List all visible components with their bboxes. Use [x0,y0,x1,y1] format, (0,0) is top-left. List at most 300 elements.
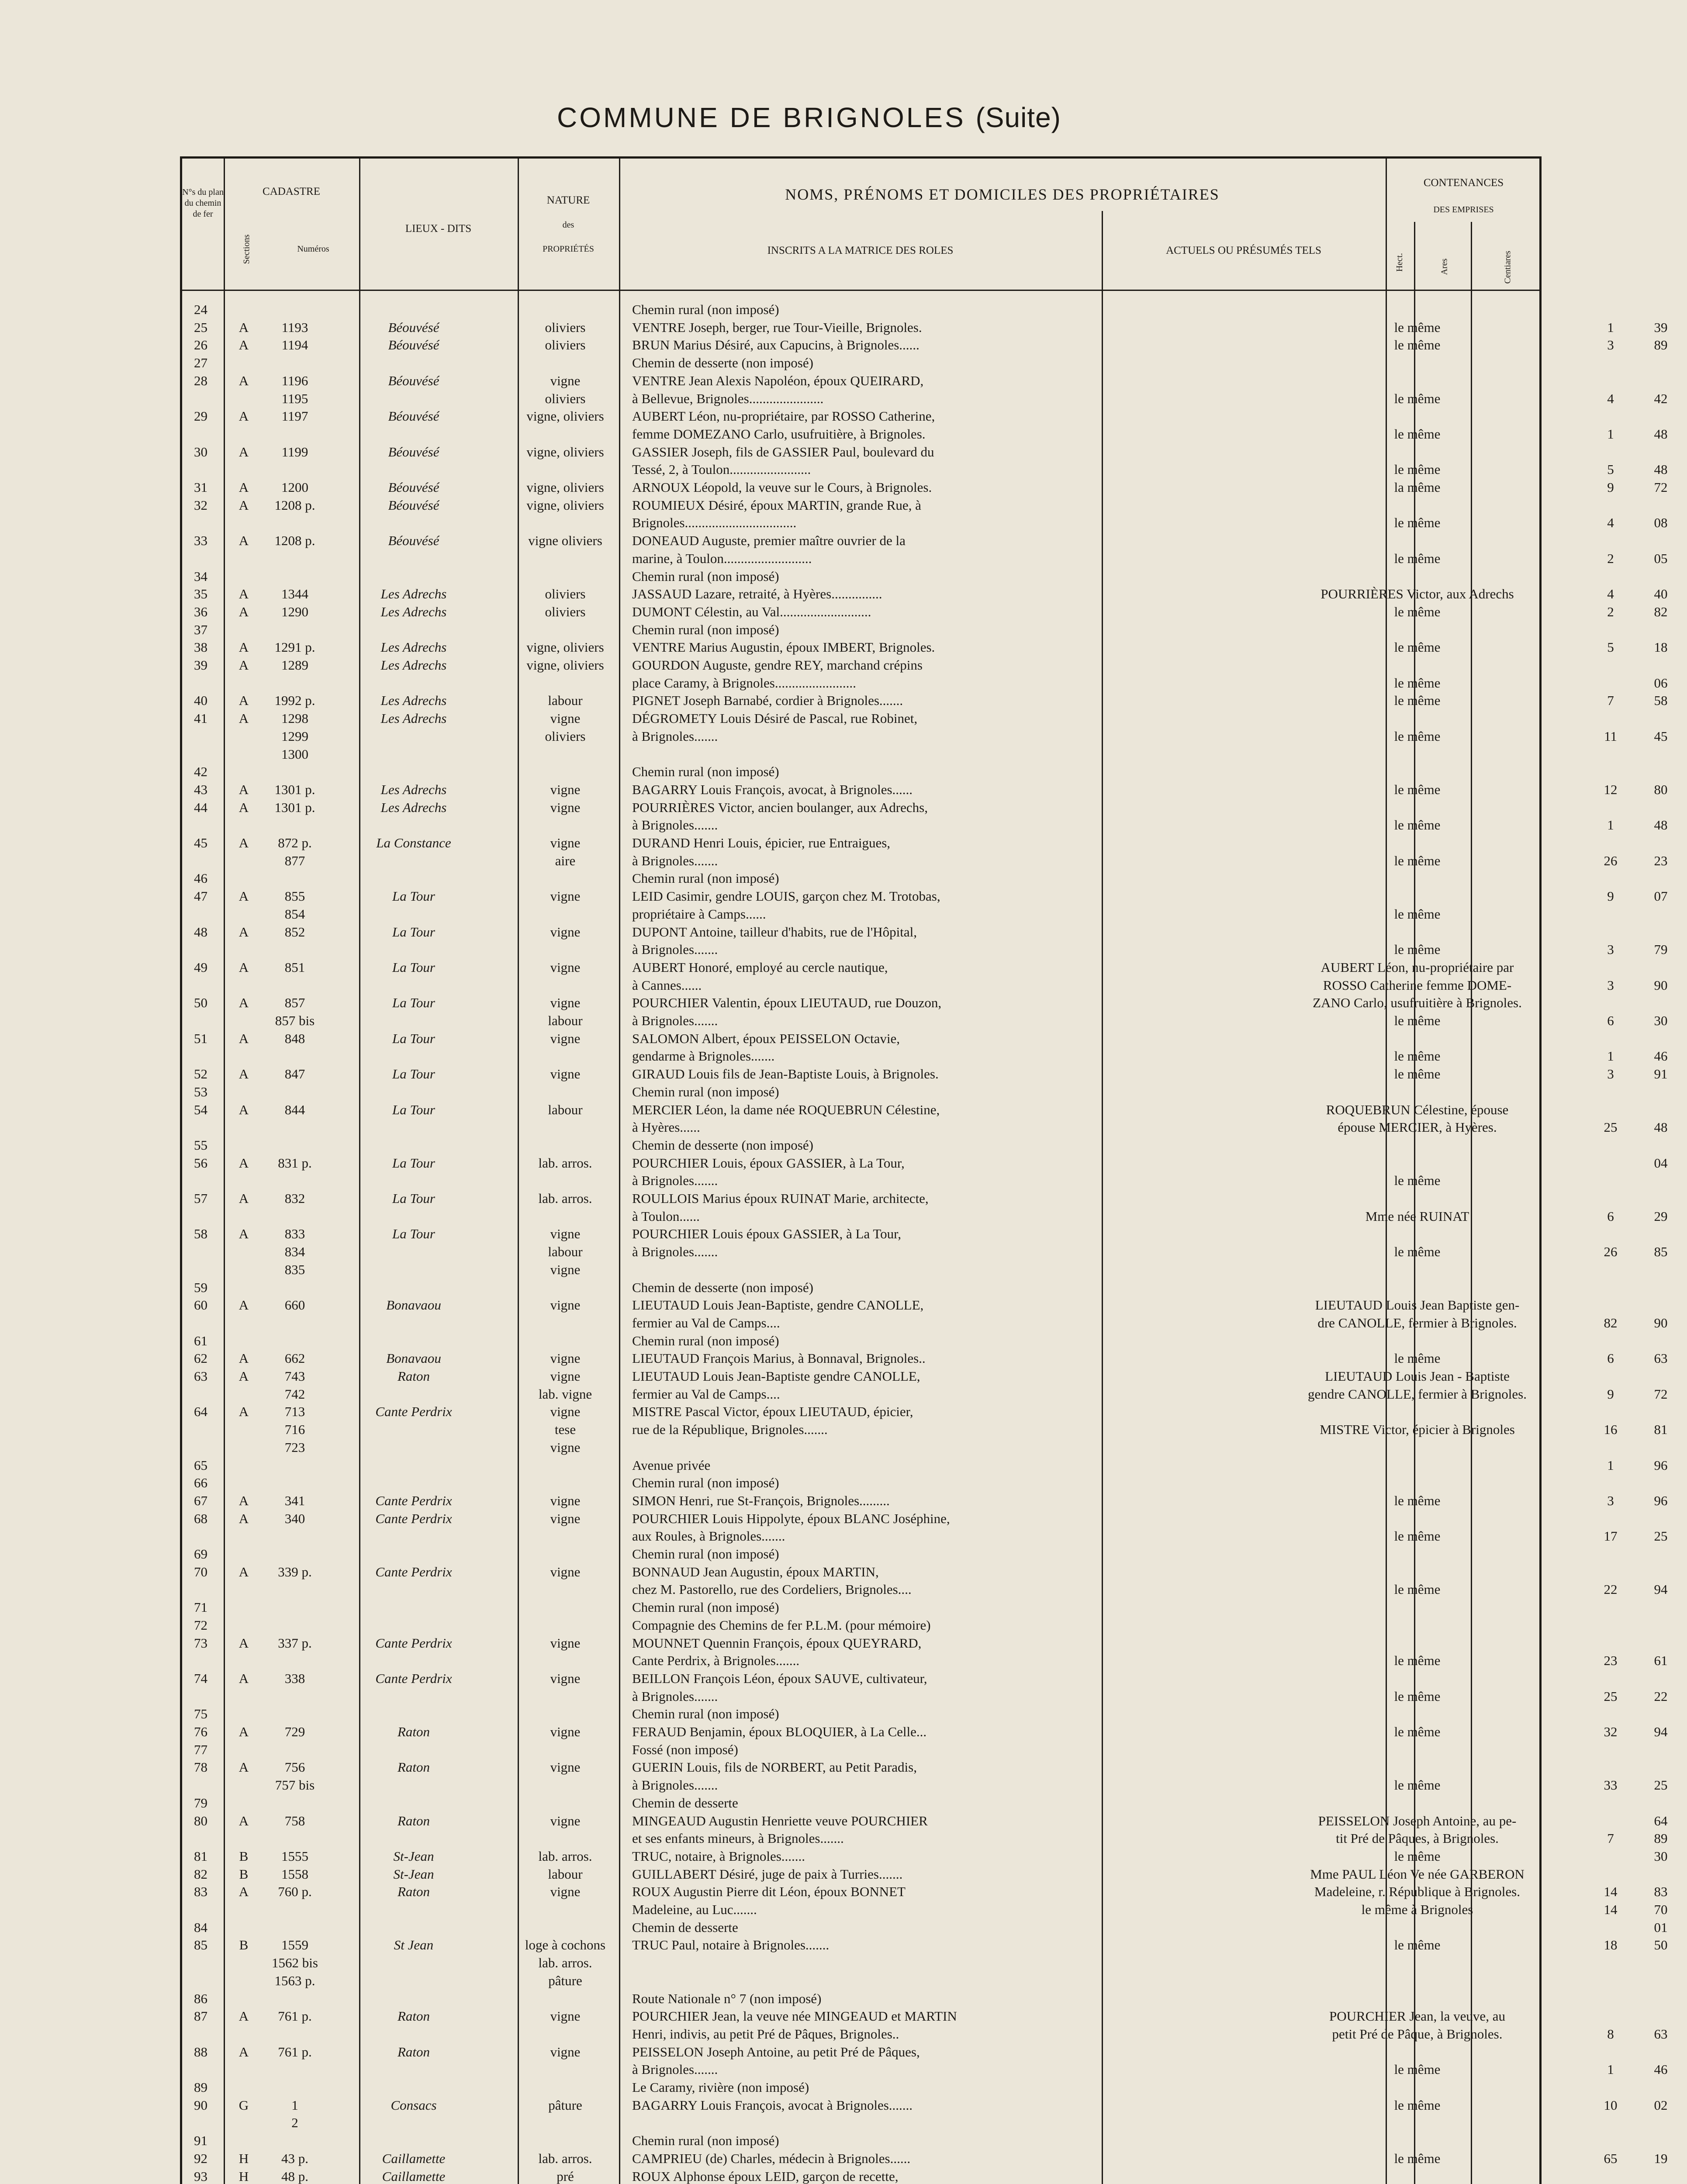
cadastre-number: 847 [284,1066,305,1082]
lieu-dit: Béouvésé [388,337,439,353]
plan-number: 48 [194,924,207,940]
lieu-dit: Raton [397,2008,430,2024]
owner-inscrit: à Brignoles....... [632,2062,718,2077]
owner-actuel: épouse MERCIER, à Hyères. [1338,1120,1497,1135]
plan-number: 43 [194,781,207,797]
ares-value: 9 [1607,888,1614,904]
nature: vigne [550,1510,581,1526]
centiares-value: 89 [1654,1831,1668,1846]
nature: vigne [550,1226,581,1242]
ares-value: 3 [1607,977,1614,993]
owner-inscrit: GOURDON Auguste, gendre REY, marchand crépins [632,657,923,673]
cadastre-number: 1208 p. [274,533,315,549]
section: A [239,444,249,460]
cadastre-number: 835 [284,1261,305,1277]
plan-number: 72 [194,1617,207,1633]
owner-inscrit: à Bellevue, Brignoles...................... [632,390,824,406]
owner-actuel: le même [1394,781,1441,797]
owner-actuel: le même [1394,604,1441,619]
centiares-value: 19 [1654,2150,1668,2166]
owner-inscrit: à Brignoles....... [632,728,718,744]
centiares-value: 83 [1654,1884,1668,1900]
owner-inscrit: marine, à Toulon.......................... [632,550,812,566]
nature: pâture [548,1973,582,1988]
owner-actuel: le même [1394,1848,1441,1864]
ares-value: 1 [1607,1457,1614,1473]
nature: vigne, oliviers [526,480,604,495]
owner-inscrit: Chemin rural (non imposé) [632,302,779,317]
owner-inscrit: ARNOUX Léopold, la veuve sur le Cours, à Brignoles. [632,480,932,495]
section: A [239,835,249,850]
cadastre-number: 834 [284,1244,305,1260]
nature: vigne [550,959,581,975]
centiares-value: 29 [1654,1208,1668,1224]
owner-actuel: le même [1394,2062,1441,2077]
owner-inscrit: DUPONT Antoine, tailleur d'habits, rue de l'Hôpital, [632,924,917,940]
cadastre-number: 872 p. [278,835,312,850]
section: A [239,1404,249,1420]
owner-actuel: le même [1394,675,1441,691]
owner-inscrit: POURCHIER Louis époux GASSIER, à La Tour, [632,1226,902,1242]
owner-inscrit: VENTRE Joseph, berger, rue Tour-Vieille, Brignoles. [632,319,922,335]
plan-number: 32 [194,497,207,513]
owner-inscrit: Henri, indivis, au petit Pré de Pâques, Brignoles.. [632,2026,899,2042]
owner-inscrit: DUMONT Célestin, au Val........................... [632,604,871,619]
owner-actuel: le même [1394,462,1441,477]
plan-number: 50 [194,995,207,1011]
nature: oliviers [545,390,586,406]
cadastre-number: 1301 p. [274,781,315,797]
owner-actuel: le même [1394,1653,1441,1669]
owner-actuel: LIEUTAUD Louis Jean Baptiste gen- [1315,1297,1520,1313]
centiares-value: 94 [1654,1724,1668,1739]
plan-number: 49 [194,959,207,975]
plan-number: 82 [194,1866,207,1882]
owner-inscrit: Madeleine, au Luc....... [632,1902,757,1917]
ares-value: 4 [1607,390,1614,406]
centiares-value: 72 [1654,480,1668,495]
section: A [239,1030,249,1046]
cadastre-number: 848 [284,1030,305,1046]
ares-value: 2 [1607,604,1614,619]
section: A [239,480,249,495]
owner-inscrit: LIEUTAUD Louis Jean-Baptiste gendre CANOLLE, [632,1368,920,1384]
cadastre-number: 1344 [281,586,308,602]
owner-actuel: AUBERT Léon, nu-propriétaire par [1321,959,1514,975]
nature: pâture [548,2097,582,2113]
header-plan-number: N°s du plan du chemin de fer [182,187,224,219]
lieu-dit: St-Jean [393,1848,434,1864]
owner-inscrit: POURCHIER Jean, la veuve née MINGEAUD et MARTIN [632,2008,957,2024]
owner-inscrit: MERCIER Léon, la dame née ROQUEBRUN Célestine, [632,1102,940,1117]
nature: vigne [550,1813,581,1828]
owner-actuel: le même [1394,319,1441,335]
cadastre-number: 1559 [281,1937,308,1953]
section: H [239,2168,249,2184]
lieu-dit: Les Adrechs [380,657,447,673]
lieu-dit: La Tour [392,1155,435,1171]
owner-inscrit: Chemin rural (non imposé) [632,1546,779,1562]
cadastre-number: 716 [284,1422,305,1438]
section: A [239,693,249,708]
ares-value: 22 [1604,1582,1618,1597]
owner-inscrit: GASSIER Joseph, fils de GASSIER Paul, boulevard du [632,444,934,460]
lieu-dit: Raton [397,1813,430,1828]
owner-actuel: le même [1394,390,1441,406]
plan-number: 37 [194,622,207,637]
centiares-value: 63 [1654,2026,1668,2042]
owner-actuel: le même [1394,1351,1441,1366]
ares-value: 26 [1604,1244,1618,1260]
nature: oliviers [545,604,586,619]
section: G [239,2097,249,2113]
plan-number: 57 [194,1191,207,1206]
plan-number: 69 [194,1546,207,1562]
centiares-value: 18 [1654,639,1668,655]
section: A [239,1297,249,1313]
owner-inscrit: ROUX Alphonse époux LEID, garçon de recette, [632,2168,899,2184]
owner-actuel: gendre CANOLLE, fermier à Brignoles. [1307,1386,1527,1402]
nature: vigne [550,1724,581,1739]
section: A [239,799,249,815]
centiares-value: 06 [1654,675,1668,691]
nature: oliviers [545,319,586,335]
plan-number: 77 [194,1742,207,1757]
plan-number: 71 [194,1600,207,1615]
nature: vigne [550,1884,581,1900]
plan-number: 55 [194,1137,207,1153]
header-nature-des: des [562,220,574,230]
owner-inscrit: SALOMON Albert, époux PEISSELON Octavie, [632,1030,900,1046]
owner-actuel: le même à Brignoles [1361,1902,1473,1917]
owner-inscrit: rue de la République, Brignoles....... [632,1422,828,1438]
lieu-dit: Consacs [391,2097,437,2113]
section: A [239,319,249,335]
plan-number: 64 [194,1404,207,1420]
owner-actuel: le même [1394,1013,1441,1028]
owner-inscrit: MOUNNET Quennin François, époux QUEYRARD, [632,1635,922,1651]
nature: vigne, oliviers [526,639,604,655]
owner-inscrit: GUERIN Louis, fils de NORBERT, au Petit Paradis, [632,1759,917,1775]
section: A [239,373,249,388]
centiares-value: 61 [1654,1653,1668,1669]
cadastre-number: 43 p. [281,2150,308,2166]
nature: lab. arros. [538,1848,592,1864]
owner-inscrit: PIGNET Joseph Barnabé, cordier à Brignoles....... [632,693,903,708]
cadastre-number: 761 p. [278,2008,312,2024]
owner-inscrit: Compagnie des Chemins de fer P.L.M. (pour mémoire) [632,1617,931,1633]
lieu-dit: Caillamette [382,2150,446,2166]
cadastre-number: 341 [284,1493,305,1508]
section: A [239,711,249,726]
centiares-value: 45 [1654,728,1668,744]
plan-number: 93 [194,2168,207,2184]
ares-value: 3 [1607,337,1614,353]
owner-inscrit: place Caramy, à Brignoles........................ [632,675,856,691]
centiares-value: 90 [1654,1315,1668,1330]
section: A [239,1191,249,1206]
owner-actuel: le même [1394,1173,1441,1189]
owner-inscrit: POURCHIER Valentin, époux LIEUTAUD, rue Douzon, [632,995,942,1011]
lieu-dit: Les Adrechs [380,693,447,708]
plan-number: 46 [194,871,207,886]
header-sections: Sections [242,234,252,264]
lieu-dit: Les Adrechs [380,781,447,797]
owner-inscrit: TRUC, notaire, à Brignoles....... [632,1848,805,1864]
owner-inscrit: Cante Perdrix, à Brignoles....... [632,1653,800,1669]
centiares-value: 48 [1654,817,1668,833]
centiares-value: 46 [1654,2062,1668,2077]
lieu-dit: Cante Perdrix [375,1510,452,1526]
cadastre-number: 340 [284,1510,305,1526]
plan-number: 65 [194,1457,207,1473]
owner-actuel: MISTRE Victor, épicier à Brignoles [1320,1422,1515,1438]
nature: labour [548,1866,583,1882]
nature: vigne [550,1368,581,1384]
ares-value: 82 [1604,1315,1618,1330]
centiares-value: 63 [1654,1351,1668,1366]
owner-inscrit: Chemin de desserte [632,1919,738,1935]
section: A [239,1884,249,1900]
plan-number: 30 [194,444,207,460]
nature: tese [554,1422,576,1438]
cadastre-number: 855 [284,888,305,904]
owner-inscrit: Le Caramy, rivière (non imposé) [632,2080,809,2095]
owner-inscrit: gendarme à Brignoles....... [632,1048,775,1064]
ares-value: 1 [1607,1048,1614,1064]
nature: vigne, oliviers [526,497,604,513]
cadastre-number: 761 p. [278,2044,312,2060]
lieu-dit: La Tour [392,1191,435,1206]
cadastre-number: 1289 [281,657,308,673]
plan-number: 47 [194,888,207,904]
owner-inscrit: Chemin rural (non imposé) [632,764,779,780]
owner-actuel: le même [1394,1582,1441,1597]
lieu-dit: La Tour [392,1102,435,1117]
nature: vigne [550,373,581,388]
owner-inscrit: VENTRE Jean Alexis Napoléon, époux QUEIRARD, [632,373,924,388]
plan-number: 29 [194,408,207,424]
nature: loge à cochons [525,1937,606,1953]
owner-inscrit: à Brignoles....... [632,1173,718,1189]
nature: vigne [550,1493,581,1508]
nature: lab. arros. [538,1955,592,1971]
cadastre-number: 1298 [281,711,308,726]
cadastre-number: 1199 [281,444,308,460]
header-numeros: Numéros [297,244,329,254]
owner-inscrit: aux Roules, à Brignoles....... [632,1528,785,1544]
section: A [239,586,249,602]
section: A [239,924,249,940]
owner-inscrit: VENTRE Marius Augustin, époux IMBERT, Brignoles. [632,639,935,655]
owner-inscrit: ROUX Augustin Pierre dit Léon, époux BONNET [632,1884,906,1900]
centiares-value: 08 [1654,515,1668,531]
lieu-dit: Béouvésé [388,444,439,460]
centiares-value: 90 [1654,977,1668,993]
owner-actuel: le même [1394,1066,1441,1082]
plan-number: 31 [194,480,207,495]
plan-number: 24 [194,302,207,317]
section: H [239,2150,249,2166]
section: A [239,497,249,513]
owner-inscrit: Tessé, 2, à Toulon........................ [632,462,811,477]
owner-inscrit: fermier au Val de Camps.... [632,1315,780,1330]
section: B [239,1848,249,1864]
plan-number: 58 [194,1226,207,1242]
cadastre-number: 723 [284,1439,305,1455]
plan-number: 36 [194,604,207,619]
plan-number: 70 [194,1564,207,1579]
ares-value: 4 [1607,586,1614,602]
owner-inscrit: Chemin rural (non imposé) [632,1706,779,1722]
owner-inscrit: LIEUTAUD Louis Jean-Baptiste, gendre CANOLLE, [632,1297,924,1313]
lieu-dit: La Tour [392,888,435,904]
plan-number: 51 [194,1030,207,1046]
nature: lab. arros. [538,2150,592,2166]
plan-number: 80 [194,1813,207,1828]
owner-actuel: Mme née RUINAT [1365,1208,1469,1224]
owner-inscrit: Chemin de desserte (non imposé) [632,1137,813,1153]
owner-actuel: le même [1394,906,1441,922]
ares-value: 9 [1607,480,1614,495]
owner-actuel: le même [1394,1244,1441,1260]
section: A [239,1724,249,1739]
nature: vigne [550,1351,581,1366]
owner-inscrit: Fossé (non imposé) [632,1742,738,1757]
nature: labour [548,1013,583,1028]
owner-inscrit: fermier au Val de Camps.... [632,1386,780,1402]
owner-inscrit: à Brignoles....... [632,1244,718,1260]
owner-inscrit: JASSAUD Lazare, retraité, à Hyères............... [632,586,882,602]
lieu-dit: La Tour [392,995,435,1011]
section: A [239,657,249,673]
ares-value: 9 [1607,1386,1614,1402]
owner-inscrit: Route Nationale n° 7 (non imposé) [632,1990,822,2006]
ares-value: 4 [1607,515,1614,531]
centiares-value: 96 [1654,1493,1668,1508]
ares-value: 3 [1607,1493,1614,1508]
plan-number: 84 [194,1919,207,1935]
owner-inscrit: Chemin de desserte [632,1795,738,1811]
centiares-value: 58 [1654,693,1668,708]
ares-value: 5 [1607,639,1614,655]
owner-inscrit: POURRIÈRES Victor, ancien boulanger, aux Adrechs, [632,799,928,815]
section: B [239,1937,249,1953]
cadastre-number: 339 p. [278,1564,312,1579]
section: A [239,337,249,353]
centiares-value: 42 [1654,390,1668,406]
ares-value: 16 [1604,1422,1618,1438]
owner-inscrit: Chemin rural (non imposé) [632,1084,779,1099]
nature: lab. arros. [538,1191,592,1206]
section: A [239,1564,249,1579]
owner-inscrit: DURAND Henri Louis, épicier, rue Entraigues, [632,835,891,850]
cadastre-number: 757 bis [275,1777,315,1793]
cadastre-number: 852 [284,924,305,940]
ares-value: 26 [1604,853,1618,868]
lieu-dit: Cante Perdrix [375,1670,452,1686]
plan-number: 38 [194,639,207,655]
centiares-value: 25 [1654,1777,1668,1793]
owner-actuel: le même [1394,942,1441,957]
plan-number: 40 [194,693,207,708]
owner-inscrit: à Brignoles....... [632,1688,718,1704]
cadastre-number: 1196 [281,373,308,388]
lieu-dit: Béouvésé [388,319,439,335]
section: A [239,781,249,797]
owner-inscrit: Chemin de desserte (non imposé) [632,355,813,371]
lieu-dit: St Jean [394,1937,434,1953]
section: A [239,888,249,904]
cadastre-number: 1 [291,2097,298,2113]
centiares-value: 82 [1654,604,1668,619]
lieu-dit: La Tour [392,1066,435,1082]
plan-number: 41 [194,711,207,726]
owner-actuel: le même [1394,1937,1441,1953]
ares-value: 11 [1604,728,1617,744]
owner-inscrit: ROUMIEUX Désiré, époux MARTIN, grande Rue, à [632,497,921,513]
centiares-value: 02 [1654,2097,1668,2113]
owner-actuel: dre CANOLLE, fermier à Brignoles. [1317,1315,1517,1330]
header-inscrits: INSCRITS A LA MATRICE DES ROLES [767,245,954,256]
plan-number: 83 [194,1884,207,1900]
owner-inscrit: Chemin rural (non imposé) [632,622,779,637]
centiares-value: 48 [1654,462,1668,477]
centiares-value: 96 [1654,1457,1668,1473]
owner-inscrit: à Brignoles....... [632,1777,718,1793]
ares-value: 10 [1604,2097,1618,2113]
nature: vigne [550,1564,581,1579]
owner-actuel: le même [1394,728,1441,744]
section: A [239,1670,249,1686]
ares-value: 3 [1607,942,1614,957]
ares-value: 8 [1607,2026,1614,2042]
plan-number: 59 [194,1279,207,1295]
lieu-dit: Les Adrechs [380,604,447,619]
cadastre-number: 877 [284,853,305,868]
header-centiares: Centiares [1503,250,1513,284]
ares-value: 25 [1604,1120,1618,1135]
cadastre-number: 857 [284,995,305,1011]
owner-inscrit: POURCHIER Louis Hippolyte, époux BLANC Joséphine, [632,1510,950,1526]
lieu-dit: Caillamette [382,2168,446,2184]
nature: vigne [550,1404,581,1420]
cadastre-number: 1992 p. [274,693,315,708]
owner-actuel: le même [1394,1777,1441,1793]
cadastre-number: 338 [284,1670,305,1686]
owner-inscrit: CAMPRIEU (de) Charles, médecin à Brignoles...... [632,2150,911,2166]
lieu-dit: Raton [397,1759,430,1775]
section: B [239,1866,249,1882]
ares-value: 7 [1607,1831,1614,1846]
plan-number: 67 [194,1493,207,1508]
plan-number: 81 [194,1848,207,1864]
plan-number: 90 [194,2097,207,2113]
plan-number: 63 [194,1368,207,1384]
plan-number: 61 [194,1333,207,1348]
centiares-value: 48 [1654,426,1668,442]
section: A [239,1351,249,1366]
ares-value: 14 [1604,1884,1618,1900]
owner-inscrit: Chemin rural (non imposé) [632,1600,779,1615]
header-emprises: DES EMPRISES [1433,205,1494,214]
section: A [239,1102,249,1117]
owner-inscrit: ROULLOIS Marius époux RUINAT Marie, architecte, [632,1191,929,1206]
centiares-value: 01 [1654,1919,1668,1935]
header-proprietes: PROPRIÉTÉS [543,244,594,254]
nature: vigne [550,1066,581,1082]
ares-value: 1 [1607,817,1614,833]
